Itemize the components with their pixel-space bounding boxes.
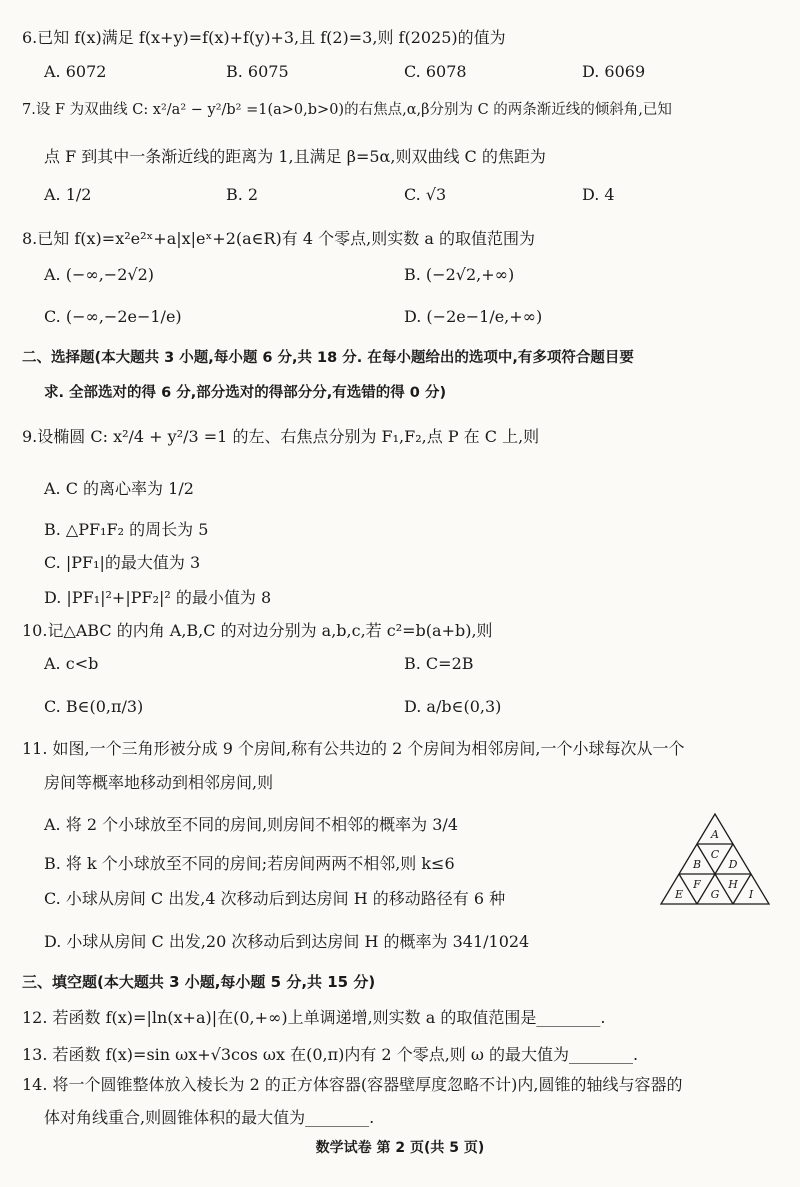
q11-option-c: C. 小球从房间 C 出发,4 次移动后到达房间 H 的移动路径有 6 种 — [44, 889, 506, 908]
room-h-label: H — [728, 878, 738, 891]
q8-option-a: A. (−∞,−2√2) — [44, 265, 154, 284]
room-c-label: C — [710, 848, 720, 861]
q14-stem-line2: 体对角线重合,则圆锥体积的最大值为________. — [44, 1108, 375, 1127]
q9-option-b: B. △PF₁F₂ 的周长为 5 — [44, 520, 209, 539]
q10-option-c: C. B∈(0,π/3) — [44, 697, 144, 716]
section2-title-line1: 二、选择题(本大题共 3 小题,每小题 6 分,共 18 分. 在每小题给出的选项中,有多项符合题目要 — [22, 350, 634, 366]
q6-stem: 6.已知 f(x)满足 f(x+y)=f(x)+f(y)+3,且 f(2)=3,则 f(2025)的值为 — [22, 28, 506, 47]
q8-stem: 8.已知 f(x)=x²e²ˣ+a|x|eˣ+2(a∈R)有 4 个零点,则实数 a 的取值范围为 — [22, 229, 535, 248]
q8-option-b: B. (−2√2,+∞) — [404, 265, 515, 284]
q6-option-a: A. 6072 — [44, 62, 107, 81]
q6-option-d: D. 6069 — [582, 62, 646, 81]
q11-option-d: D. 小球从房间 C 出发,20 次移动后到达房间 H 的概率为 341/1024 — [44, 932, 530, 951]
q7-option-c: C. √3 — [404, 185, 447, 204]
room-a-label: A — [711, 828, 719, 841]
room-f-label: F — [693, 878, 701, 891]
q9-option-d: D. |PF₁|²+|PF₂|² 的最小值为 8 — [44, 588, 272, 607]
q11-option-a: A. 将 2 个小球放至不同的房间,则房间不相邻的概率为 3/4 — [44, 815, 459, 834]
q11-option-b: B. 将 k 个小球放至不同的房间;若房间两两不相邻,则 k≤6 — [44, 854, 455, 873]
page-footer: 数学试卷 第 2 页(共 5 页) — [315, 1140, 485, 1156]
q10-option-d: D. a/b∈(0,3) — [404, 697, 502, 716]
q11-stem-line2: 房间等概率地移动到相邻房间,则 — [44, 773, 274, 792]
q6-option-b: B. 6075 — [226, 62, 289, 81]
q11-triangle-figure — [655, 812, 775, 908]
q9-stem: 9.设椭圆 C: x²/4 + y²/3 =1 的左、右焦点分别为 F₁,F₂,点 P 在 C 上,则 — [22, 427, 540, 446]
q13-stem: 13. 若函数 f(x)=sin ωx+√3cos ωx 在(0,π)内有 2 个零点,则 ω 的最大值为________. — [22, 1045, 639, 1064]
section2-title-line2: 求. 全部选对的得 6 分,部分选对的得部分分,有选错的得 0 分) — [44, 385, 447, 401]
q7-option-b: B. 2 — [226, 185, 259, 204]
room-i-label: I — [748, 888, 754, 901]
room-e-label: E — [674, 888, 684, 901]
q9-option-c: C. |PF₁|的最大值为 3 — [44, 553, 201, 572]
room-d-label: D — [728, 858, 738, 871]
q10-option-b: B. C=2B — [404, 654, 474, 673]
q6-option-c: C. 6078 — [404, 62, 467, 81]
q7-option-d: D. 4 — [582, 185, 615, 204]
section3-title: 三、填空题(本大题共 3 小题,每小题 5 分,共 15 分) — [22, 973, 376, 991]
q11-stem-line1: 11. 如图,一个三角形被分成 9 个房间,称有公共边的 2 个房间为相邻房间,一个小球每次从一个 — [22, 739, 685, 758]
q7-option-a: A. 1/2 — [44, 185, 92, 204]
q7-stem-line2: 点 F 到其中一条渐近线的距离为 1,且满足 β=5α,则双曲线 C 的焦距为 — [44, 147, 546, 166]
room-b-label: B — [692, 858, 702, 871]
q12-stem: 12. 若函数 f(x)=|ln(x+a)|在(0,+∞)上单调递增,则实数 a 的取值范围是________. — [22, 1008, 606, 1027]
q14-stem-line1: 14. 将一个圆锥整体放入棱长为 2 的正方体容器(容器壁厚度忽略不计)内,圆锥的轴线与容器的 — [22, 1075, 683, 1094]
q10-stem: 10.记△ABC 的内角 A,B,C 的对边分别为 a,b,c,若 c²=b(a+b),则 — [22, 621, 493, 640]
room-g-label: G — [710, 888, 720, 901]
q10-option-a: A. c<b — [44, 654, 99, 673]
q8-option-d: D. (−2e−1/e,+∞) — [404, 307, 543, 326]
q9-option-a: A. C 的离心率为 1/2 — [44, 479, 194, 498]
q7-stem-line1: 7.设 F 为双曲线 C: x²/a² − y²/b² =1(a>0,b>0)的右焦点,α,β分别为 C 的两条渐近线的倾斜角,已知 — [22, 102, 672, 118]
q8-option-c: C. (−∞,−2e−1/e) — [44, 307, 182, 326]
